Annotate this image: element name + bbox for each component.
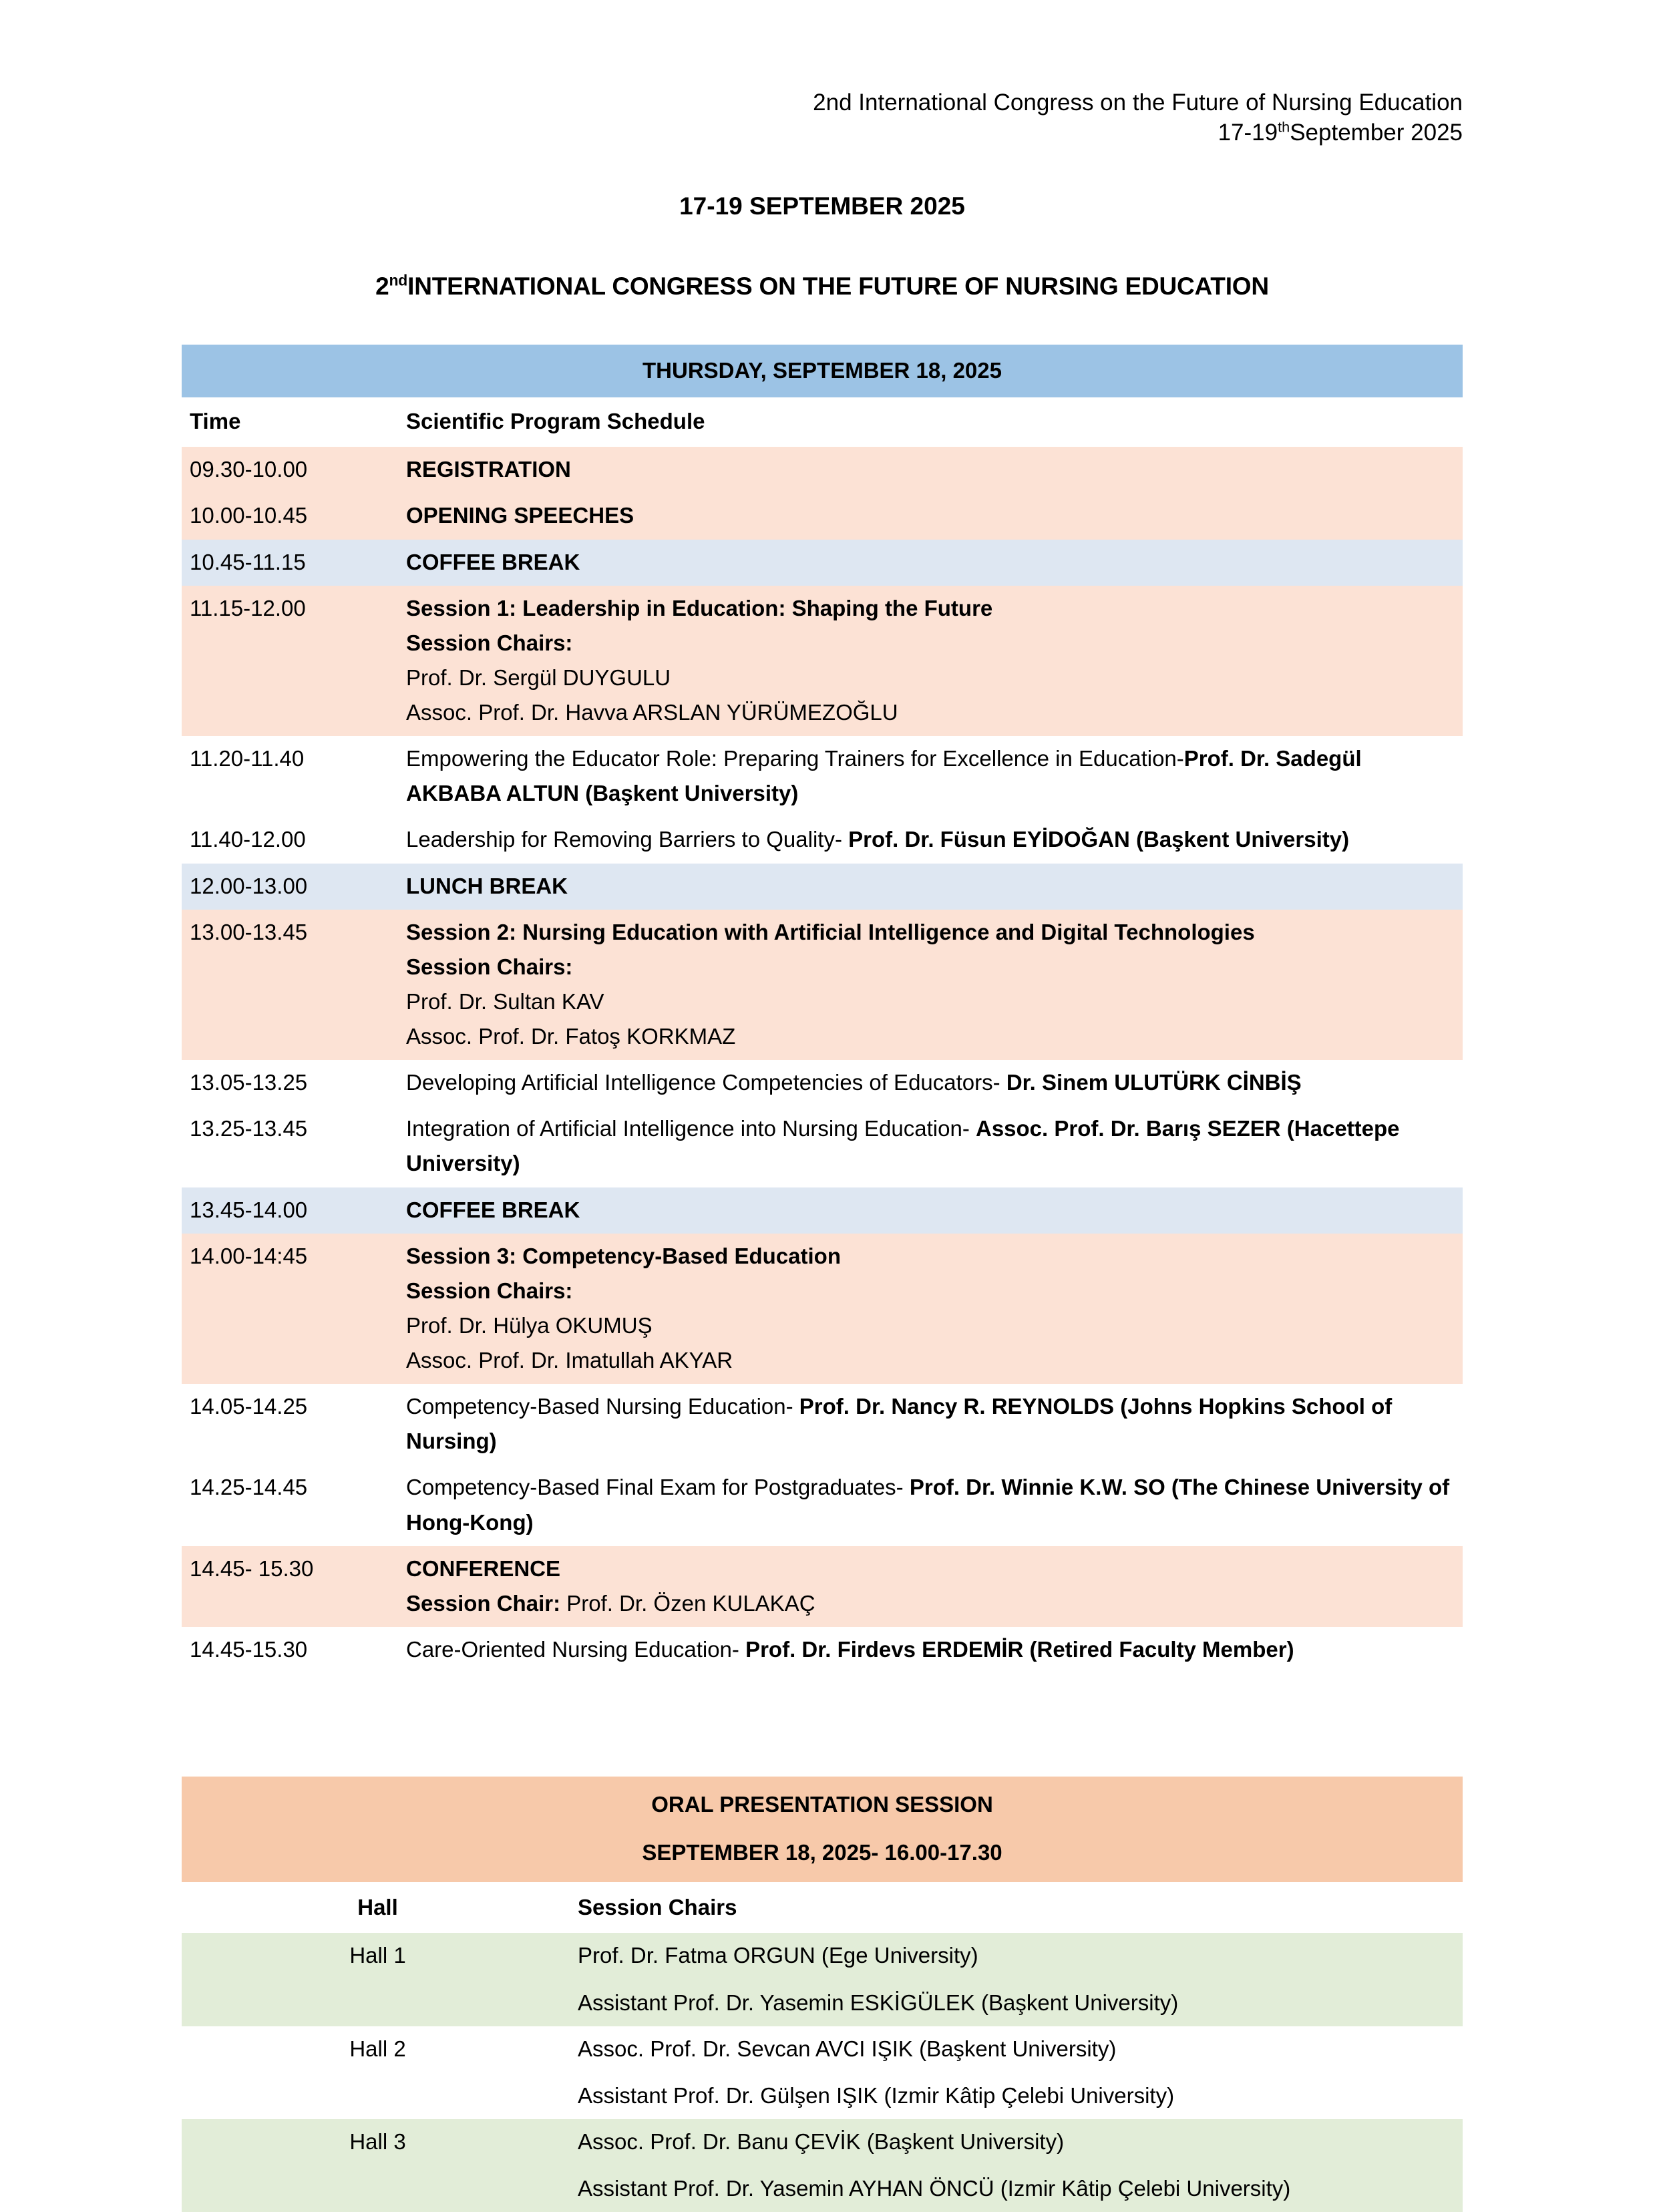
program-row-time: 11.20-11.40: [182, 736, 399, 817]
program-row-line: Assoc. Prof. Dr. Imatullah AKYAR: [406, 1348, 733, 1372]
program-row-content: [399, 540, 1463, 586]
program-row-content: [399, 1627, 1463, 1673]
program-row-line: REGISTRATION: [406, 457, 571, 482]
page-title-number: 2: [375, 272, 389, 300]
program-row-line: Session Chairs:: [406, 630, 573, 655]
program-row-content: [399, 864, 1463, 910]
program-row-content: [399, 736, 1463, 817]
oral-row-chairs: [571, 2119, 1463, 2212]
oral-header-cell: [182, 1777, 1463, 1882]
program-row-time: 10.00-10.45: [182, 493, 399, 539]
program-row-line: [406, 1586, 1459, 1621]
oral-row-hall: Hall 1: [182, 1933, 571, 2026]
program-row-content: [399, 817, 1463, 863]
program-line-bold: Prof. Dr. Füsun EYİDOĞAN (Başkent University): [848, 827, 1350, 852]
program-row-line: COFFEE BREAK: [406, 549, 580, 574]
program-line-bold: Prof. Dr. Winnie K.W. SO (The Chinese University of Hong-Kong): [406, 1475, 1450, 1535]
page-title: [168, 272, 1476, 301]
program-row-line: [406, 741, 1459, 811]
running-header-month-year: September 2025: [1290, 119, 1463, 146]
program-row-content: [399, 1234, 1463, 1385]
program-line-plain: Competency-Based Nursing Education-: [406, 1394, 799, 1419]
oral-chair-line: Assistant Prof. Dr. Yasemin ESKİGÜLEK (Başkent University): [578, 1990, 1179, 2015]
program-line-bold: Prof. Dr. Sadegül AKBABA ALTUN (Başkent University): [406, 746, 1362, 806]
program-row-time: 13.45-14.00: [182, 1187, 399, 1234]
running-header-ordinal-suffix: th: [1278, 118, 1290, 136]
column-header-schedule: Scientific Program Schedule: [399, 397, 1463, 447]
program-row-content: [399, 910, 1463, 1061]
program-line-plain: Prof. Dr. Özen KULAKAÇ: [566, 1590, 815, 1616]
running-header: [182, 88, 1463, 148]
oral-row-chairs: [571, 1933, 1463, 2026]
program-row-line: [406, 1065, 1459, 1100]
program-row-line: Prof. Dr. Sergül DUYGULU: [406, 665, 671, 690]
program-row-time: 11.40-12.00: [182, 817, 399, 863]
oral-column-header-row: [182, 1882, 1463, 1933]
program-row: [182, 1106, 1463, 1187]
oral-chair-line: Assistant Prof. Dr. Gülşen IŞIK (Izmir Kâtip Çelebi University): [578, 2082, 1175, 2108]
program-row-content: [399, 447, 1463, 493]
running-header-dates: 17-19: [1218, 119, 1278, 146]
program-row: [182, 493, 1463, 539]
program-row-line: [406, 1632, 1459, 1667]
program-row: [182, 586, 1463, 737]
program-row-line: [406, 1470, 1459, 1539]
oral-header-datetime: SEPTEMBER 18, 2025- 16.00-17.30: [642, 1840, 1002, 1865]
program-row-time: 13.00-13.45: [182, 910, 399, 1061]
program-row-line: [406, 1389, 1459, 1459]
program-row: [182, 1627, 1463, 1673]
scientific-program-table: [182, 345, 1463, 1673]
oral-row: [182, 1933, 1463, 2026]
program-line-plain: Empowering the Educator Role: Preparing Trainers for Excellence in Education-: [406, 746, 1184, 771]
program-row-time: 13.25-13.45: [182, 1106, 399, 1187]
column-header-hall: Hall: [182, 1882, 571, 1933]
program-row-time: 14.45-15.30: [182, 1627, 399, 1673]
program-line-plain: Integration of Artificial Intelligence into Nursing Education-: [406, 1116, 976, 1141]
program-line-plain: Care-Oriented Nursing Education-: [406, 1636, 746, 1662]
page-title-ordinal-suffix: nd: [389, 271, 408, 289]
program-row-time: 11.15-12.00: [182, 586, 399, 737]
title-date: 17-19 SEPTEMBER 2025: [679, 192, 965, 220]
program-row-content: [399, 586, 1463, 737]
program-line-plain: Leadership for Removing Barriers to Quality-: [406, 827, 849, 852]
program-row: [182, 1465, 1463, 1545]
program-row-line: COFFEE BREAK: [406, 1197, 580, 1222]
program-row: [182, 1060, 1463, 1106]
program-row-line: CONFERENCE: [406, 1555, 561, 1581]
program-line-bold: Prof. Dr. Firdevs ERDEMİR (Retired Faculty Member): [745, 1636, 1294, 1662]
oral-row: [182, 2026, 1463, 2119]
program-row: [182, 1546, 1463, 1627]
program-line-bold: Prof. Dr. Nancy R. REYNOLDS (Johns Hopkins School of Nursing): [406, 1394, 1393, 1454]
program-row: [182, 736, 1463, 817]
program-row-line: LUNCH BREAK: [406, 873, 568, 898]
oral-header-title: ORAL PRESENTATION SESSION: [651, 1792, 993, 1817]
program-row-line: Assoc. Prof. Dr. Fatoş KORKMAZ: [406, 1024, 736, 1049]
oral-header-row: [182, 1777, 1463, 1882]
program-row-line: [406, 822, 1459, 857]
column-header-time: Time: [182, 397, 399, 447]
program-row-line: OPENING SPEECHES: [406, 503, 634, 528]
oral-presentation-table: [182, 1777, 1463, 2212]
program-row-line: [406, 1111, 1459, 1181]
program-row-line: Session Chairs:: [406, 954, 573, 979]
day-header-row: [182, 345, 1463, 397]
program-row-content: [399, 1465, 1463, 1545]
running-header-line1: 2nd International Congress on the Future of Nursing Education: [813, 89, 1463, 116]
oral-row-hall: Hall 2: [182, 2026, 571, 2119]
program-row: [182, 447, 1463, 493]
page-title-text: INTERNATIONAL CONGRESS ON THE FUTURE OF NURSING EDUCATION: [407, 272, 1269, 300]
program-row: [182, 910, 1463, 1061]
program-row-line: Assoc. Prof. Dr. Havva ARSLAN YÜRÜMEZOĞLU: [406, 700, 898, 725]
program-row-time: 14.05-14.25: [182, 1384, 399, 1465]
oral-chair-line: Assoc. Prof. Dr. Sevcan AVCI IŞIK (Başkent University): [578, 2036, 1117, 2061]
program-column-header-row: [182, 397, 1463, 447]
program-row-content: [399, 1060, 1463, 1106]
program-line-bold: Assoc. Prof. Dr. Barış SEZER (Hacettepe University): [406, 1116, 1400, 1176]
program-row: [182, 864, 1463, 910]
program-row-line: Prof. Dr. Hülya OKUMUŞ: [406, 1312, 653, 1338]
program-row-content: [399, 1546, 1463, 1627]
program-row-line: Session 1: Leadership in Education: Shaping the Future: [406, 595, 993, 620]
program-row-time: 10.45-11.15: [182, 540, 399, 586]
column-header-session-chairs: Session Chairs: [571, 1882, 1463, 1933]
program-row-time: 14.45- 15.30: [182, 1546, 399, 1627]
program-row-content: [399, 493, 1463, 539]
program-row-time: 13.05-13.25: [182, 1060, 399, 1106]
day-header-cell: THURSDAY, SEPTEMBER 18, 2025: [182, 345, 1463, 397]
program-row-line: Prof. Dr. Sultan KAV: [406, 988, 604, 1014]
oral-chair-line: Assistant Prof. Dr. Yasemin AYHAN ÖNCÜ (Izmir Kâtip Çelebi University): [578, 2176, 1291, 2201]
program-line-plain: Competency-Based Final Exam for Postgraduates-: [406, 1475, 910, 1500]
program-row-line: Session 3: Competency-Based Education: [406, 1243, 841, 1268]
program-line-plain: Developing Artificial Intelligence Competencies of Educators-: [406, 1070, 1006, 1095]
program-row-time: 14.00-14:45: [182, 1234, 399, 1385]
program-row-time: 14.25-14.45: [182, 1465, 399, 1545]
program-row: [182, 1234, 1463, 1385]
oral-row-chairs: [571, 2026, 1463, 2119]
program-row: [182, 1384, 1463, 1465]
program-row-time: 09.30-10.00: [182, 447, 399, 493]
oral-chair-line: Assoc. Prof. Dr. Banu ÇEVİK (Başkent University): [578, 2129, 1065, 2154]
program-row-line: Session 2: Nursing Education with Artificial Intelligence and Digital Technologies: [406, 919, 1255, 944]
program-row-content: [399, 1384, 1463, 1465]
program-row-time: 12.00-13.00: [182, 864, 399, 910]
running-header-line2: [182, 118, 1463, 148]
oral-chair-line: Prof. Dr. Fatma ORGUN (Ege University): [578, 1943, 978, 1968]
program-line-bold: Session Chair:: [406, 1590, 567, 1616]
program-row: [182, 817, 1463, 863]
program-row-content: [399, 1187, 1463, 1234]
oral-row-hall: Hall 3: [182, 2119, 571, 2212]
program-row-content: [399, 1106, 1463, 1187]
program-row-line: Session Chairs:: [406, 1278, 573, 1303]
oral-row: [182, 2119, 1463, 2212]
program-row: [182, 1187, 1463, 1234]
program-row: [182, 540, 1463, 586]
program-line-bold: Dr. Sinem ULUTÜRK CİNBİŞ: [1006, 1070, 1302, 1095]
